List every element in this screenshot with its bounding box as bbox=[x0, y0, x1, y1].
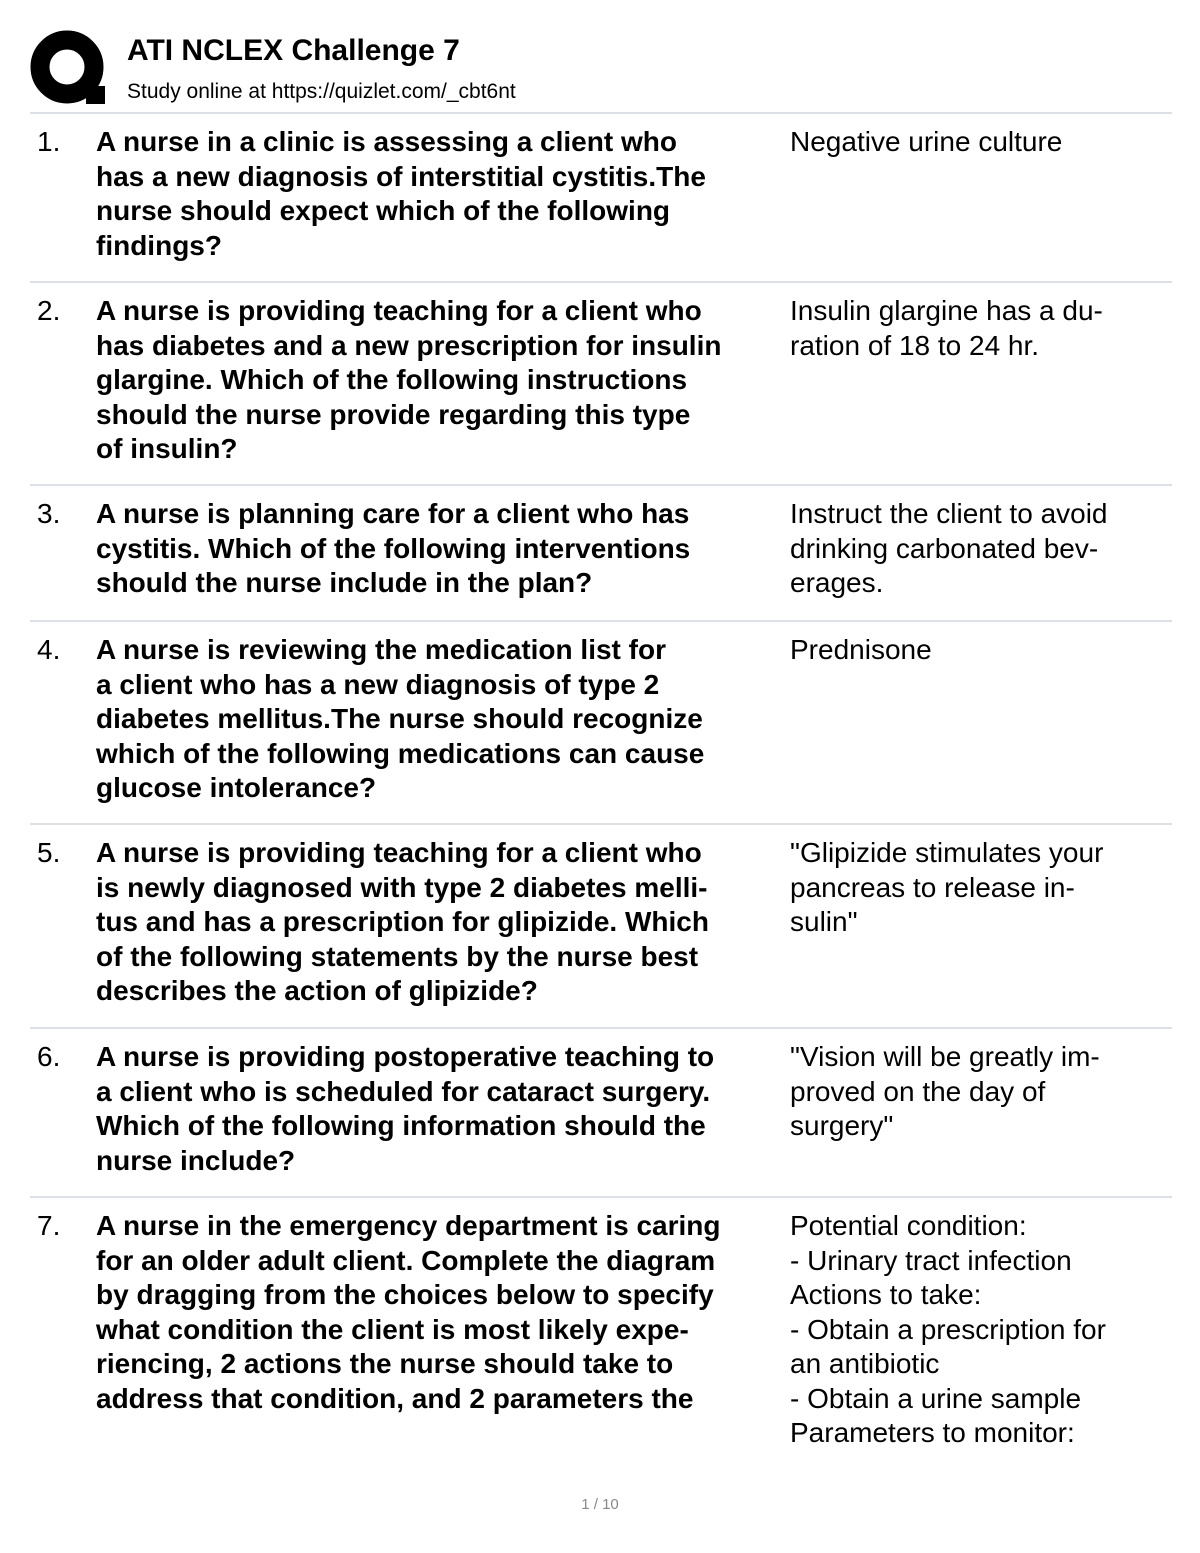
card-question: A nurse is reviewing the medication list for a client who has a new diagnosis of type 2 diabetes mellitus.The nurse should recognize which of the following medications can cause glucose intolerance? bbox=[96, 634, 705, 803]
card-answer: Instruct the client to avoid drinking carbonated bev- erages. bbox=[790, 498, 1108, 598]
study-link[interactable]: Study online at https://quizlet.com/_cbt6nt bbox=[127, 80, 516, 103]
card-number: 3. bbox=[37, 498, 61, 529]
card-number: 2. bbox=[37, 295, 61, 326]
divider bbox=[30, 823, 1172, 825]
document-title: ATI NCLEX Challenge 7 bbox=[127, 34, 460, 67]
quizlet-q-logo-icon bbox=[30, 30, 108, 108]
card-answer: Potential condition: - Urinary tract infection Actions to take: - Obtain a prescription for an antibiotic - Obtain a urine sample Parameters to monitor: bbox=[790, 1210, 1106, 1448]
card-answer: Insulin glargine has a du- ration of 18 to 24 hr. bbox=[790, 295, 1103, 361]
card-number: 4. bbox=[37, 634, 61, 665]
divider bbox=[30, 281, 1172, 283]
divider bbox=[30, 1027, 1172, 1029]
card-answer: Prednisone bbox=[790, 634, 932, 665]
card-number: 1. bbox=[37, 126, 61, 157]
card-question: A nurse is providing postoperative teaching to a client who is scheduled for cataract surgery. Which of the following information should the nurse include? bbox=[96, 1041, 715, 1176]
card-number: 5. bbox=[37, 837, 61, 868]
card-answer: Negative urine culture bbox=[790, 126, 1063, 157]
card-question: A nurse in a clinic is assessing a client who has a new diagnosis of interstitial cystitis.The nurse should expect which of the following findings? bbox=[96, 126, 706, 261]
divider bbox=[30, 620, 1172, 622]
card-question: A nurse is planning care for a client who has cystitis. Which of the following interventions should the nurse include in the plan? bbox=[96, 498, 691, 598]
card-number: 7. bbox=[37, 1210, 61, 1241]
card-question: A nurse is providing teaching for a client who has diabetes and a new prescription for insulin glargine. Which of the following instructions should the nurse provide regarding this type of insulin? bbox=[96, 295, 722, 464]
card-answer: "Glipizide stimulates your pancreas to release in- sulin" bbox=[790, 837, 1104, 937]
page-indicator: 1 / 10 bbox=[581, 1496, 619, 1513]
divider bbox=[30, 1196, 1172, 1198]
card-question: A nurse in the emergency department is caring for an older adult client. Complete the diagram by dragging from the choices below to specify what condition the client is most likely expe- riencing, 2 actions the nurse should take to address that condition, and 2 parameters the bbox=[96, 1210, 721, 1414]
divider bbox=[30, 112, 1172, 114]
page-header bbox=[0, 0, 1200, 112]
card-question: A nurse is providing teaching for a client who is newly diagnosed with type 2 diabetes melli- tus and has a prescription for glipizide. Which of the following statements by the nurse best describes the action of glipizide? bbox=[96, 837, 709, 1006]
card-number: 6. bbox=[37, 1041, 61, 1072]
divider bbox=[30, 484, 1172, 486]
card-answer: "Vision will be greatly im- proved on the day of surgery" bbox=[790, 1041, 1100, 1141]
